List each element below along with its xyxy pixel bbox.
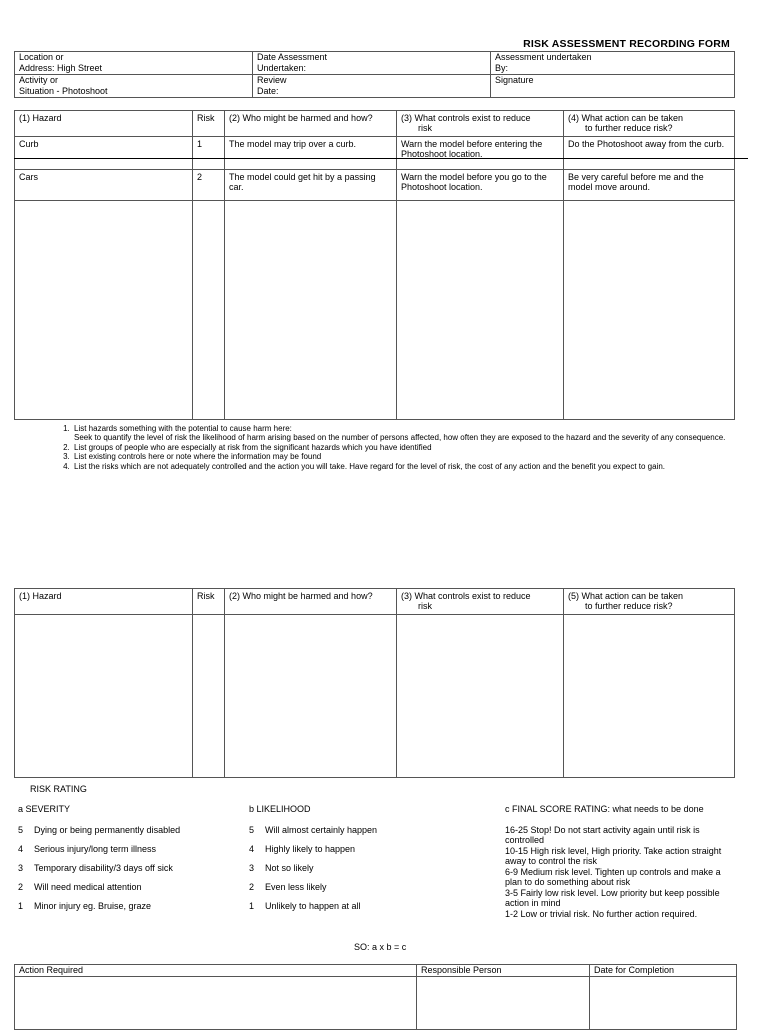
activity-cell[interactable] bbox=[15, 75, 253, 98]
action-header bbox=[564, 111, 735, 137]
note-item: 4. List the risks which are not adequately controlled and the action you will take. Have regard for the level of risk, the cost of any action and the benefit you expect to gain. bbox=[72, 462, 732, 471]
risk-cell[interactable]: 2 bbox=[193, 169, 225, 200]
review-label: Review bbox=[257, 75, 287, 85]
action-cell[interactable] bbox=[564, 614, 735, 777]
note-item: 3. List existing controls here or note where the information may be found bbox=[72, 452, 732, 461]
action-header-line1: (4) What action can be taken bbox=[568, 113, 684, 123]
date-completion-cell[interactable] bbox=[590, 977, 737, 1030]
who-harmed-cell[interactable]: The model could get hit by a passing car. bbox=[225, 169, 397, 200]
situation-value: Situation - Photoshoot bbox=[19, 86, 108, 96]
hazard-cell[interactable] bbox=[15, 200, 193, 419]
likelihood-item: 2 Even less likely bbox=[249, 882, 327, 892]
who-harmed-header: (2) Who might be harmed and how? bbox=[225, 111, 397, 137]
location-label: Location or bbox=[19, 52, 64, 62]
severity-column bbox=[18, 804, 248, 920]
date-assessment-label: Date Assessment bbox=[257, 52, 328, 62]
who-harmed-header: (2) Who might be harmed and how? bbox=[225, 589, 397, 615]
controls-cell[interactable] bbox=[397, 200, 564, 419]
who-harmed-cell[interactable] bbox=[225, 614, 397, 777]
hazard-cell[interactable]: Curb bbox=[15, 136, 193, 169]
date-completion-header: Date for Completion bbox=[590, 965, 737, 977]
severity-item: 3 Temporary disability/3 days off sick bbox=[18, 863, 173, 873]
controls-header-line2: risk bbox=[418, 123, 432, 134]
hazard-cell[interactable] bbox=[15, 614, 193, 777]
divider-line bbox=[14, 158, 748, 159]
final-score-title: c FINAL SCORE RATING: what needs to be done bbox=[505, 804, 704, 814]
hazard-table-2 bbox=[14, 588, 735, 778]
risk-header: Risk bbox=[193, 111, 225, 137]
action-cell[interactable]: Be very careful before me and the model move around. bbox=[564, 169, 735, 200]
hazard-header: (1) Hazard bbox=[15, 111, 193, 137]
table-row bbox=[15, 977, 737, 1030]
review-date-label: Date: bbox=[257, 86, 279, 96]
hazard-header: (1) Hazard bbox=[15, 589, 193, 615]
who-harmed-cell[interactable] bbox=[225, 200, 397, 419]
note-item: 2. List groups of people who are especially at risk from the significant hazards which you have identified bbox=[72, 443, 732, 452]
action-required-header: Action Required bbox=[15, 965, 417, 977]
form-title: RISK ASSESSMENT RECORDING FORM bbox=[523, 38, 730, 50]
activity-label: Activity or bbox=[19, 75, 59, 85]
hazard-table bbox=[14, 110, 735, 420]
table-row bbox=[15, 614, 735, 777]
notes bbox=[52, 424, 732, 471]
final-score-item: 6-9 Medium risk level. Tighten up controls and make a plan to do something about risk bbox=[505, 866, 721, 887]
table-row bbox=[15, 136, 735, 169]
likelihood-column bbox=[249, 804, 479, 920]
controls-cell[interactable] bbox=[397, 614, 564, 777]
responsible-person-header: Responsible Person bbox=[417, 965, 590, 977]
date-assessment-cell[interactable] bbox=[253, 52, 491, 75]
undertaken-label: Undertaken: bbox=[257, 63, 307, 73]
assessment-by-cell[interactable] bbox=[491, 52, 735, 75]
risk-header: Risk bbox=[193, 589, 225, 615]
note-text: List hazards something with the potential to cause harm here: bbox=[74, 424, 292, 433]
controls-header-line1: (3) What controls exist to reduce bbox=[401, 113, 531, 123]
table-row bbox=[15, 169, 735, 200]
signature-label: Signature bbox=[495, 75, 534, 85]
final-score-item: 16-25 Stop! Do not start activity again until risk is controlled bbox=[505, 824, 700, 845]
final-score-column bbox=[505, 804, 730, 919]
action-header-line1: (5) What action can be taken bbox=[568, 591, 684, 601]
table-row bbox=[15, 200, 735, 419]
severity-title: a SEVERITY bbox=[18, 804, 71, 814]
controls-header-line1: (3) What controls exist to reduce bbox=[401, 591, 531, 601]
likelihood-item: 1 Unlikely to happen at all bbox=[249, 901, 361, 911]
by-label: By: bbox=[495, 63, 509, 73]
likelihood-title: b LIKELIHOOD bbox=[249, 804, 311, 814]
controls-header-line2: risk bbox=[418, 601, 432, 612]
severity-item: 4 Serious injury/long term illness bbox=[18, 844, 157, 854]
who-harmed-cell[interactable]: The model may trip over a curb. bbox=[225, 136, 397, 169]
controls-cell[interactable]: Warn the model before entering the Photoshoot location. bbox=[397, 136, 564, 169]
assessment-undertaken-label: Assessment undertaken bbox=[495, 52, 592, 62]
action-table bbox=[14, 964, 737, 1030]
final-score-item: 1-2 Low or trivial risk. No further action required. bbox=[505, 908, 698, 919]
action-header bbox=[564, 589, 735, 615]
responsible-person-cell[interactable] bbox=[417, 977, 590, 1030]
risk-cell[interactable] bbox=[193, 200, 225, 419]
risk-cell[interactable]: 1 bbox=[193, 136, 225, 169]
severity-item: 1 Minor injury eg. Bruise, graze bbox=[18, 901, 152, 911]
review-cell[interactable] bbox=[253, 75, 491, 98]
likelihood-item: 4 Highly likely to happen bbox=[249, 844, 356, 854]
note-text: Seek to quantify the level of risk the likelihood of harm arising based on the number of persons affected, how often they are exposed to the hazard and the severity of any consequence. bbox=[74, 433, 726, 443]
final-score-item: 3-5 Fairly low risk level. Low priority but keep possible action in mind bbox=[505, 887, 720, 908]
note-item bbox=[72, 424, 732, 443]
location-cell[interactable] bbox=[15, 52, 253, 75]
controls-header bbox=[397, 589, 564, 615]
likelihood-item: 5 Will almost certainly happen bbox=[249, 825, 378, 835]
action-cell[interactable]: Do the Photoshoot away from the curb. bbox=[564, 136, 735, 169]
action-required-cell[interactable] bbox=[15, 977, 417, 1030]
likelihood-item: 3 Not so likely bbox=[249, 863, 314, 873]
controls-cell[interactable]: Warn the model before you go to the Photoshoot location. bbox=[397, 169, 564, 200]
severity-item: 5 Dying or being permanently disabled bbox=[18, 825, 181, 835]
hazard-cell[interactable]: Cars bbox=[15, 169, 193, 200]
action-cell[interactable] bbox=[564, 200, 735, 419]
action-header-line2: to further reduce risk? bbox=[585, 601, 673, 612]
risk-cell[interactable] bbox=[193, 614, 225, 777]
risk-rating-title: RISK RATING bbox=[30, 784, 87, 794]
info-table bbox=[14, 51, 735, 98]
formula: SO: a x b = c bbox=[354, 942, 407, 952]
controls-header bbox=[397, 111, 564, 137]
severity-item: 2 Will need medical attention bbox=[18, 882, 142, 892]
action-header-line2: to further reduce risk? bbox=[585, 123, 673, 134]
address-value: Address: High Street bbox=[19, 63, 103, 73]
signature-cell[interactable] bbox=[491, 75, 735, 98]
final-score-item: 10-15 High risk level, High priority. Take action straight away to control the risk bbox=[505, 845, 722, 866]
